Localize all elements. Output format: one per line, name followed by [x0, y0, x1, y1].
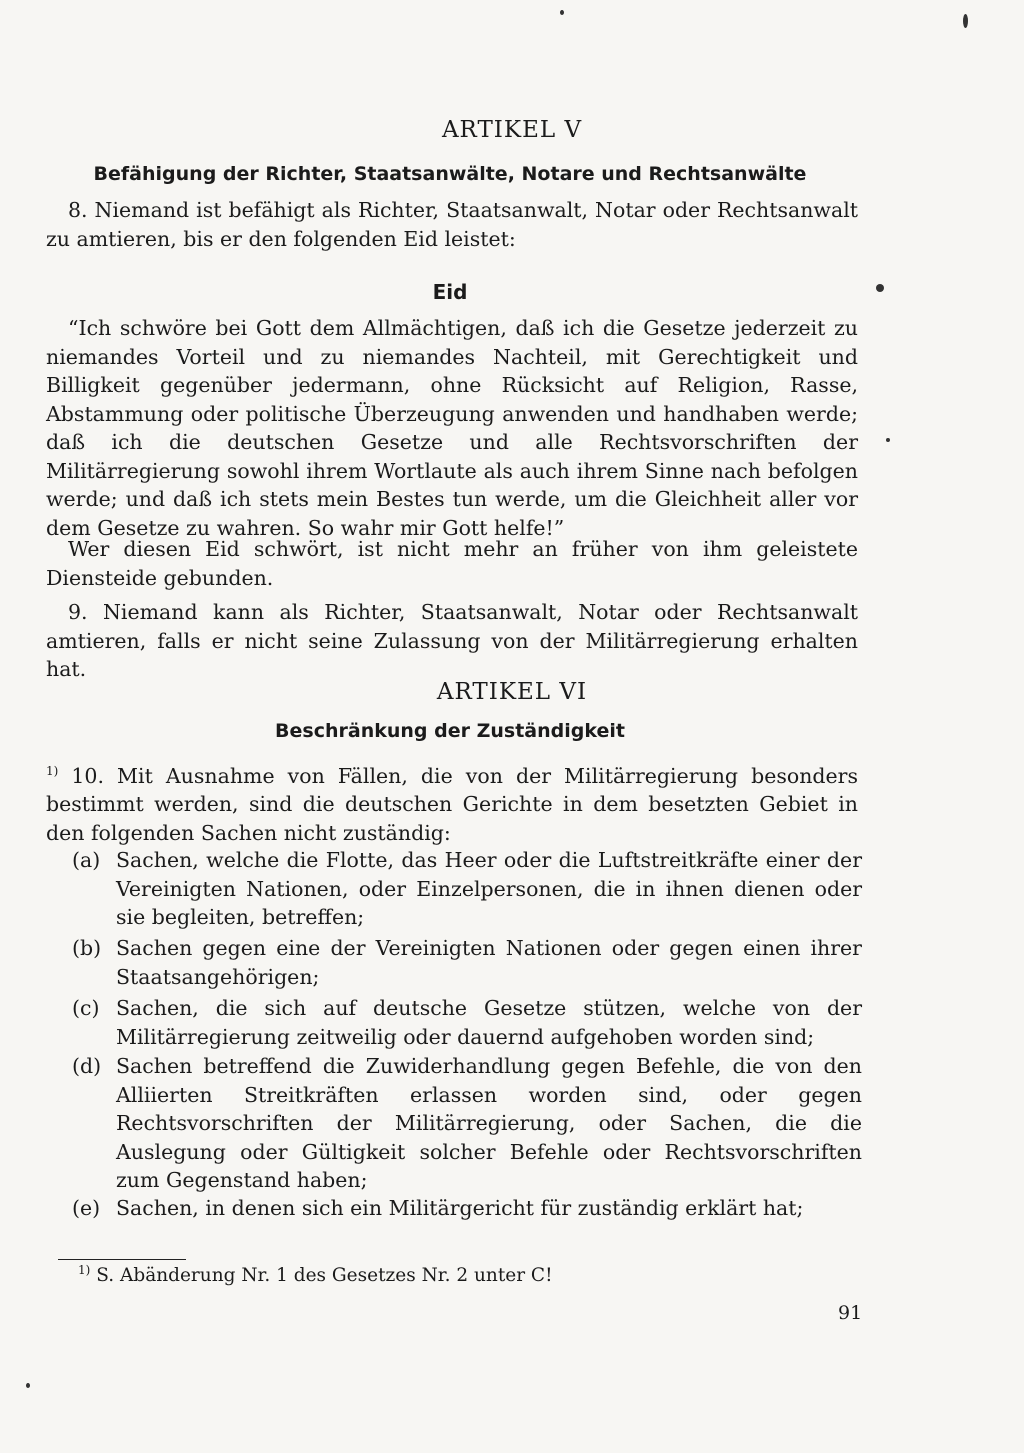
footnote-marker: 1): [78, 1263, 91, 1277]
list-item-text: Sachen betreffend die Zuwiderhandlung gegen Befehle, die von den Alliierten Streitkräften erlassen worden sind, oder gegen Rechtsvorschriften der Militärregierung, oder Sachen, die die Auslegung oder Gültigkeit solcher Befehle oder Rechtsvorschriften zum Gegenstand haben;: [116, 1054, 862, 1192]
scan-speck: [560, 10, 564, 15]
paragraph-9: 9. Niemand kann als Richter, Staatsanwalt, Notar oder Rechtsanwalt amtieren, falls er nicht seine Zulassung von der Militärregierung erhalten hat.: [46, 600, 858, 681]
list-item-e: [72, 1194, 862, 1223]
scan-speck: [876, 284, 884, 292]
list-item-d: [72, 1052, 862, 1195]
scan-speck: [26, 1383, 30, 1388]
article-6-subheading: Beschränkung der Zuständigkeit: [275, 720, 625, 742]
paragraph-10-text: 10. Mit Ausnahme von Fällen, die von der Militärregierung besonders bestimmt werden, sind die deutschen Gerichte in dem besetzten Gebiet in den folgenden Sachen nicht zuständig:: [46, 763, 858, 845]
list-item-text: Sachen, welche die Flotte, das Heer oder die Luftstreitkräfte einer der Vereinigten Nationen, oder Einzelpersonen, die in ihnen dienen oder sie begleiten, betreffen;: [116, 848, 862, 929]
list-marker: (d): [72, 1054, 102, 1078]
paragraph-8: 8. Niemand ist befähigt als Richter, Staatsanwalt, Notar oder Rechtsanwalt zu amtieren, bis er den folgenden Eid leistet:: [46, 198, 858, 251]
page-number: 91: [838, 1302, 863, 1324]
list-marker: (b): [72, 936, 102, 960]
list-item-text: Sachen gegen eine der Vereinigten Nationen oder gegen einen ihrer Staatsangehörigen;: [116, 936, 862, 989]
footnote-reference: 1): [46, 764, 59, 778]
footnote-text: S. Abänderung Nr. 1 des Gesetzes Nr. 2 unter C!: [96, 1265, 553, 1287]
list-item-c: [72, 994, 862, 1051]
list-item-text: Sachen, in denen sich ein Militärgericht für zuständig erklärt hat;: [116, 1196, 804, 1220]
footnote-divider: [58, 1259, 186, 1260]
list-marker: (a): [72, 848, 101, 872]
paragraph-10: [46, 757, 858, 847]
article-5-heading: ARTIKEL V: [441, 117, 583, 143]
list-marker: (c): [72, 996, 100, 1020]
scan-speck: [886, 438, 890, 442]
oath-heading: Eid: [432, 280, 468, 304]
oath-note: Wer diesen Eid schwört, ist nicht mehr an früher von ihm geleistete Diensteide gebunden.: [46, 537, 858, 590]
list-item-text: Sachen, die sich auf deutsche Gesetze stützen, welche von der Militärregierung zeitweilig oder dauernd aufgehoben worden sind;: [116, 996, 862, 1049]
article-5-subheading: Befähigung der Richter, Staatsanwälte, Notare und Rechtsanwälte: [93, 163, 807, 185]
article-6-heading: ARTIKEL VI: [436, 679, 588, 705]
scan-speck: [963, 14, 968, 28]
list-marker: (e): [72, 1196, 101, 1220]
list-item-a: [72, 846, 862, 932]
oath-text: “Ich schwöre bei Gott dem Allmächtigen, daß ich die Gesetze jederzeit zu niemandes Vorteil und zu niemandes Nachteil, mit Gerechtigkeit und Billigkeit gegenüber jedermann, ohne Rücksicht auf Religion, Rasse, Abstammung oder politische Überzeugung anwenden und handhaben werde; daß ich die deutschen Gesetze und alle Rechtsvorschriften der Militärregierung sowohl ihrem Wortlaute als auch ihrem Sinne nach befolgen werde; und daß ich stets mein Bestes tun werde, um die Gleichheit aller vor dem Gesetze zu wahren. So wahr mir Gott helfe!”: [46, 316, 858, 540]
footnote: [78, 1263, 553, 1286]
list-item-b: [72, 934, 862, 991]
